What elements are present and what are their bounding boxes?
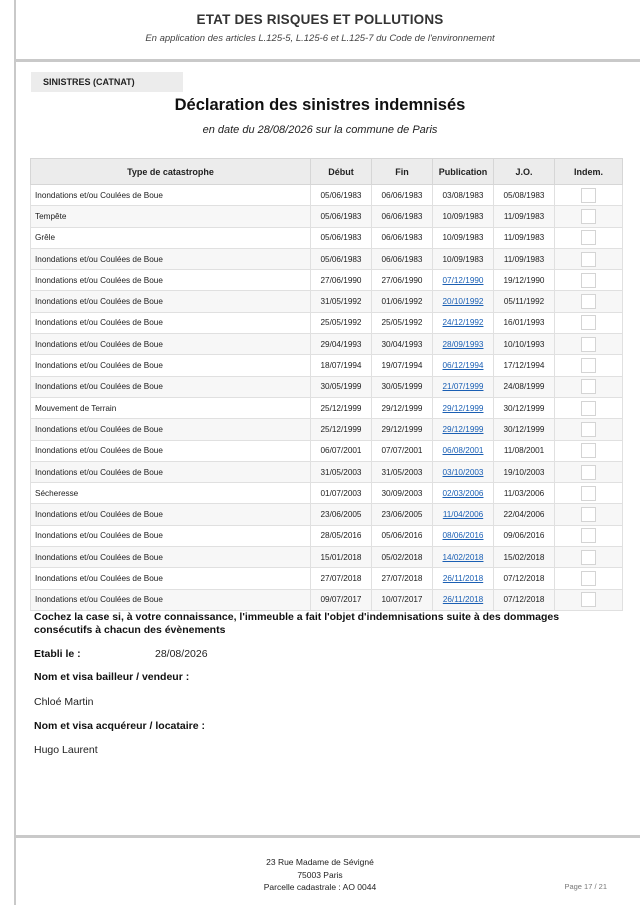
cell-indem xyxy=(555,334,623,355)
cell-publication[interactable] xyxy=(433,547,494,568)
cell-type: Inondations et/ou Coulées de Boue xyxy=(31,248,311,269)
table-header-row xyxy=(31,159,623,185)
indem-checkbox[interactable] xyxy=(581,337,596,352)
cell-fin: 27/06/1990 xyxy=(372,270,433,291)
cell-type: Inondations et/ou Coulées de Boue xyxy=(31,291,311,312)
table-row xyxy=(31,440,623,461)
table-row xyxy=(31,227,623,248)
cell-debut: 25/05/1992 xyxy=(311,312,372,333)
cell-fin: 06/06/1983 xyxy=(372,227,433,248)
cell-type: Sécheresse xyxy=(31,483,311,504)
table-row xyxy=(31,568,623,589)
cell-debut: 30/05/1999 xyxy=(311,376,372,397)
cell-debut: 18/07/1994 xyxy=(311,355,372,376)
document-title: ETAT DES RISQUES ET POLLUTIONS xyxy=(196,12,444,27)
table-row xyxy=(31,589,623,610)
etabli-label: Etabli le : xyxy=(34,648,81,660)
cell-jo: 30/12/1999 xyxy=(494,397,555,418)
cell-indem xyxy=(555,185,623,206)
cell-fin: 10/07/2017 xyxy=(372,589,433,610)
cell-jo: 19/10/2003 xyxy=(494,461,555,482)
col-header-jo: J.O. xyxy=(494,159,555,185)
table-row xyxy=(31,185,623,206)
sinistres-table xyxy=(30,158,623,611)
cell-indem xyxy=(555,440,623,461)
cell-debut: 06/07/2001 xyxy=(311,440,372,461)
indem-checkbox[interactable] xyxy=(581,315,596,330)
indem-checkbox[interactable] xyxy=(581,422,596,437)
cell-publication[interactable] xyxy=(433,525,494,546)
cell-indem xyxy=(555,461,623,482)
cell-debut: 05/06/1983 xyxy=(311,206,372,227)
cell-type: Tempête xyxy=(31,206,311,227)
table-row xyxy=(31,312,623,333)
table-row xyxy=(31,504,623,525)
cell-jo: 11/09/1983 xyxy=(494,248,555,269)
table-row xyxy=(31,334,623,355)
cell-type: Inondations et/ou Coulées de Boue xyxy=(31,440,311,461)
cell-fin: 06/06/1983 xyxy=(372,206,433,227)
cell-type: Inondations et/ou Coulées de Boue xyxy=(31,504,311,525)
cell-type: Inondations et/ou Coulées de Boue xyxy=(31,355,311,376)
cell-fin: 30/05/1999 xyxy=(372,376,433,397)
table-row xyxy=(31,483,623,504)
cell-fin: 30/09/2003 xyxy=(372,483,433,504)
indem-checkbox[interactable] xyxy=(581,230,596,245)
cell-jo: 30/12/1999 xyxy=(494,419,555,440)
cell-publication: 10/09/1983 xyxy=(433,248,494,269)
cell-indem xyxy=(555,248,623,269)
cell-debut: 31/05/1992 xyxy=(311,291,372,312)
cell-fin: 29/12/1999 xyxy=(372,419,433,440)
cell-fin: 07/07/2001 xyxy=(372,440,433,461)
publication-link[interactable]: 11/04/2006 xyxy=(442,510,484,520)
table-row xyxy=(31,461,623,482)
cell-jo: 17/12/1994 xyxy=(494,355,555,376)
table-row xyxy=(31,270,623,291)
acquereur-name: Hugo Laurent xyxy=(34,744,98,756)
cell-fin: 30/04/1993 xyxy=(372,334,433,355)
cell-type: Inondations et/ou Coulées de Boue xyxy=(31,312,311,333)
indem-checkbox[interactable] xyxy=(581,401,596,416)
etabli-date: 28/08/2026 xyxy=(155,648,208,660)
cell-indem xyxy=(555,504,623,525)
cell-fin: 19/07/1994 xyxy=(372,355,433,376)
indem-checkbox[interactable] xyxy=(581,294,596,309)
cell-publication: 10/09/1983 xyxy=(433,227,494,248)
page-title: Déclaration des sinistres indemnisés xyxy=(174,96,466,114)
cell-jo: 16/01/1993 xyxy=(494,312,555,333)
cell-debut: 05/06/1983 xyxy=(311,227,372,248)
indem-checkbox[interactable] xyxy=(581,273,596,288)
indem-checkbox[interactable] xyxy=(581,465,596,480)
cell-fin: 27/07/2018 xyxy=(372,568,433,589)
address-parcel: Parcelle cadastrale : AO 0044 xyxy=(263,882,377,892)
indem-checkbox[interactable] xyxy=(581,379,596,394)
section-tab: SINISTRES (CATNAT) xyxy=(31,72,183,92)
cell-type: Inondations et/ou Coulées de Boue xyxy=(31,185,311,206)
cell-indem xyxy=(555,376,623,397)
publication-link[interactable]: 20/10/1992 xyxy=(442,297,484,307)
publication-link[interactable]: 29/12/1999 xyxy=(442,403,484,413)
publication-link[interactable]: 08/06/2016 xyxy=(442,531,484,541)
publication-link[interactable]: 02/03/2006 xyxy=(442,488,484,498)
cell-jo: 19/12/1990 xyxy=(494,270,555,291)
cell-jo: 05/11/1992 xyxy=(494,291,555,312)
cell-type: Inondations et/ou Coulées de Boue xyxy=(31,419,311,440)
table-row xyxy=(31,248,623,269)
cell-indem xyxy=(555,547,623,568)
cell-jo: 05/08/1983 xyxy=(494,185,555,206)
publication-link[interactable]: 14/02/2018 xyxy=(442,552,484,562)
indem-checkbox[interactable] xyxy=(581,592,596,607)
publication-link[interactable]: 29/12/1999 xyxy=(442,424,484,434)
cell-debut: 31/05/2003 xyxy=(311,461,372,482)
col-header-fin: Fin xyxy=(372,159,433,185)
cell-indem xyxy=(555,355,623,376)
address-city: 75003 Paris xyxy=(297,869,343,880)
bailleur-label: Nom et visa bailleur / vendeur : xyxy=(34,671,190,683)
cell-type: Inondations et/ou Coulées de Boue xyxy=(31,568,311,589)
col-header-indem: Indem. xyxy=(555,159,623,185)
cell-jo: 22/04/2006 xyxy=(494,504,555,525)
cell-indem xyxy=(555,397,623,418)
cell-publication[interactable] xyxy=(433,440,494,461)
table-row xyxy=(31,419,623,440)
cell-indem xyxy=(555,525,623,546)
page-subtitle: en date du 28/08/2026 sur la commune de Paris xyxy=(202,124,438,136)
publication-link[interactable]: 06/12/1994 xyxy=(442,361,484,371)
cell-jo: 07/12/2018 xyxy=(494,568,555,589)
indem-checkbox[interactable] xyxy=(581,528,596,543)
cell-debut: 25/12/1999 xyxy=(311,419,372,440)
cell-indem xyxy=(555,589,623,610)
cell-type: Inondations et/ou Coulées de Boue xyxy=(31,461,311,482)
cell-fin: 06/06/1983 xyxy=(372,185,433,206)
cell-publication[interactable] xyxy=(433,270,494,291)
cell-type: Inondations et/ou Coulées de Boue xyxy=(31,525,311,546)
cell-publication[interactable] xyxy=(433,568,494,589)
cell-indem xyxy=(555,568,623,589)
cell-indem xyxy=(555,270,623,291)
cell-fin: 29/12/1999 xyxy=(372,397,433,418)
acquereur-label: Nom et visa acquéreur / locataire : xyxy=(34,720,205,732)
publication-link[interactable]: 24/12/1992 xyxy=(442,318,484,328)
cell-fin: 31/05/2003 xyxy=(372,461,433,482)
table-row xyxy=(31,376,623,397)
table-row xyxy=(31,355,623,376)
cell-jo: 10/10/1993 xyxy=(494,334,555,355)
indem-checkbox[interactable] xyxy=(581,550,596,565)
publication-link[interactable]: 28/09/1993 xyxy=(442,339,484,349)
cell-fin: 05/06/2016 xyxy=(372,525,433,546)
cell-fin: 25/05/1992 xyxy=(372,312,433,333)
cell-debut: 27/07/2018 xyxy=(311,568,372,589)
cell-publication[interactable] xyxy=(433,355,494,376)
cell-debut: 05/06/1983 xyxy=(311,248,372,269)
indem-checkbox[interactable] xyxy=(581,252,596,267)
cell-publication[interactable] xyxy=(433,312,494,333)
publication-link[interactable]: 06/08/2001 xyxy=(442,446,484,456)
table-row xyxy=(31,525,623,546)
indem-checkbox[interactable] xyxy=(581,209,596,224)
cell-debut: 28/05/2016 xyxy=(311,525,372,546)
cell-fin: 23/06/2005 xyxy=(372,504,433,525)
cell-publication[interactable] xyxy=(433,376,494,397)
footer-address xyxy=(0,856,640,894)
cell-jo: 11/09/1983 xyxy=(494,227,555,248)
cell-fin: 06/06/1983 xyxy=(372,248,433,269)
cell-indem xyxy=(555,312,623,333)
bailleur-name: Chloé Martin xyxy=(34,696,94,708)
cell-debut: 15/01/2018 xyxy=(311,547,372,568)
indem-checkbox[interactable] xyxy=(581,188,596,203)
cell-indem xyxy=(555,206,623,227)
cell-publication: 03/08/1983 xyxy=(433,185,494,206)
cell-type: Inondations et/ou Coulées de Boue xyxy=(31,547,311,568)
indem-checkbox[interactable] xyxy=(581,358,596,373)
header-divider xyxy=(14,59,640,62)
indem-checkbox[interactable] xyxy=(581,443,596,458)
publication-link[interactable]: 21/07/1999 xyxy=(442,382,484,392)
indem-checkbox[interactable] xyxy=(581,486,596,501)
cell-jo: 24/08/1999 xyxy=(494,376,555,397)
cell-publication[interactable] xyxy=(433,504,494,525)
publication-link[interactable]: 03/10/2003 xyxy=(442,467,484,477)
cell-indem xyxy=(555,483,623,504)
cell-fin: 01/06/1992 xyxy=(372,291,433,312)
publication-link[interactable]: 07/12/1990 xyxy=(442,275,484,285)
cell-jo: 11/03/2006 xyxy=(494,483,555,504)
publication-link[interactable]: 26/11/2018 xyxy=(442,573,484,583)
cell-type: Inondations et/ou Coulées de Boue xyxy=(31,334,311,355)
cell-debut: 05/06/1983 xyxy=(311,185,372,206)
indem-checkbox[interactable] xyxy=(581,571,596,586)
cell-indem xyxy=(555,227,623,248)
table-row xyxy=(31,397,623,418)
cell-type: Inondations et/ou Coulées de Boue xyxy=(31,376,311,397)
cell-jo: 11/09/1983 xyxy=(494,206,555,227)
cell-debut: 27/06/1990 xyxy=(311,270,372,291)
cell-jo: 07/12/2018 xyxy=(494,589,555,610)
page-number: Page 17 / 21 xyxy=(564,882,607,891)
cell-indem xyxy=(555,291,623,312)
cell-publication[interactable] xyxy=(433,483,494,504)
cell-publication[interactable] xyxy=(433,419,494,440)
document-subtitle: En application des articles L.125-5, L.125-6 et L.125-7 du Code de l'environnement xyxy=(145,33,495,44)
address-street: 23 Rue Madame de Sévigné xyxy=(266,857,374,867)
cell-indem xyxy=(555,419,623,440)
cell-type: Mouvement de Terrain xyxy=(31,397,311,418)
cell-publication[interactable] xyxy=(433,291,494,312)
cell-debut: 01/07/2003 xyxy=(311,483,372,504)
cell-publication[interactable] xyxy=(433,397,494,418)
cell-jo: 09/06/2016 xyxy=(494,525,555,546)
cell-type: Grêle xyxy=(31,227,311,248)
col-header-debut: Début xyxy=(311,159,372,185)
table-row xyxy=(31,206,623,227)
indem-checkbox[interactable] xyxy=(581,507,596,522)
cell-debut: 09/07/2017 xyxy=(311,589,372,610)
table-row xyxy=(31,547,623,568)
footer-divider xyxy=(14,835,640,838)
cell-debut: 25/12/1999 xyxy=(311,397,372,418)
cell-debut: 23/06/2005 xyxy=(311,504,372,525)
col-header-type: Type de catastrophe xyxy=(31,159,311,185)
cell-publication: 10/09/1983 xyxy=(433,206,494,227)
col-header-publication: Publication xyxy=(433,159,494,185)
table-row xyxy=(31,291,623,312)
cell-fin: 05/02/2018 xyxy=(372,547,433,568)
publication-link[interactable]: 26/11/2018 xyxy=(442,595,484,605)
cell-type: Inondations et/ou Coulées de Boue xyxy=(31,589,311,610)
cell-type: Inondations et/ou Coulées de Boue xyxy=(31,270,311,291)
cell-jo: 15/02/2018 xyxy=(494,547,555,568)
cell-publication[interactable] xyxy=(433,461,494,482)
instructions-text: Cochez la case si, à votre connaissance, l'immeuble a fait l'objet d'indemnisations suite à des dommages consécutifs à chacun des évènements xyxy=(34,611,560,636)
cell-jo: 11/08/2001 xyxy=(494,440,555,461)
cell-publication[interactable] xyxy=(433,589,494,610)
cell-publication[interactable] xyxy=(433,334,494,355)
cell-debut: 29/04/1993 xyxy=(311,334,372,355)
